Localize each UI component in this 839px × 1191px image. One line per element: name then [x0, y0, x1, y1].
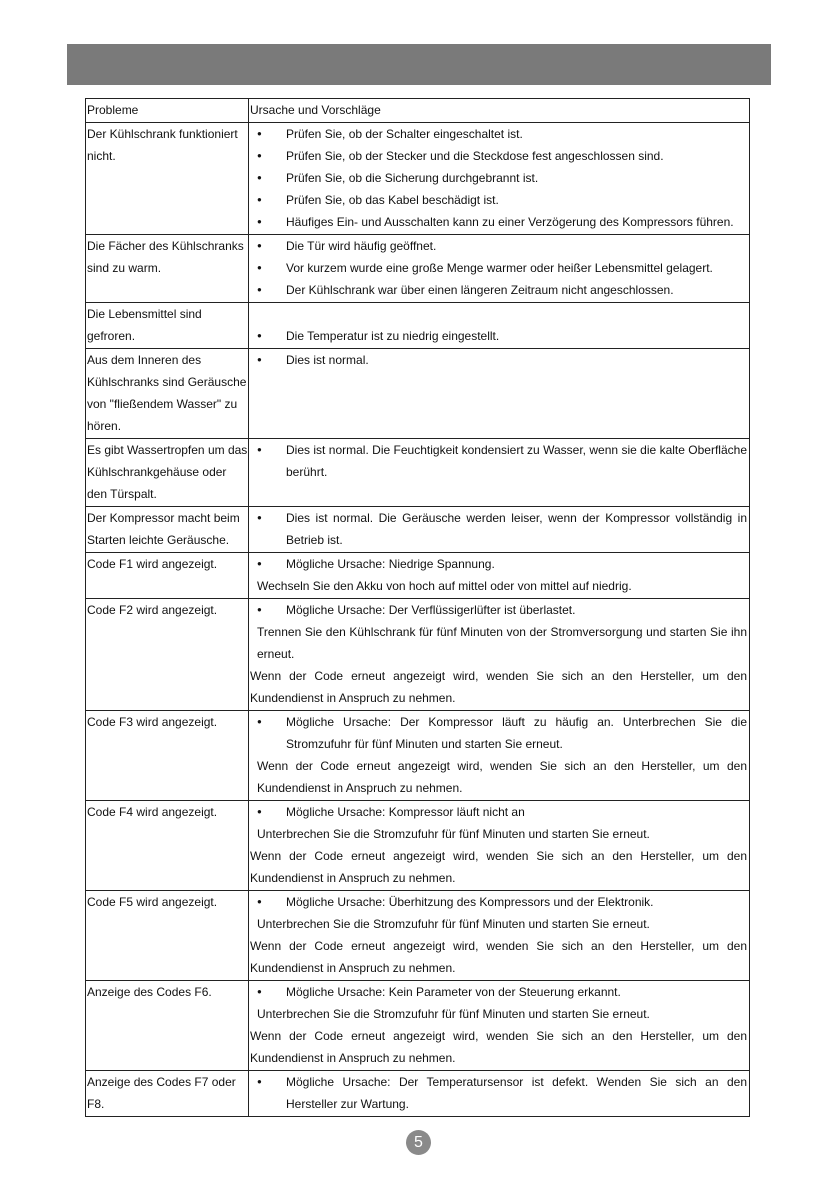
- cause-cell: [249, 1071, 750, 1117]
- header-problem: Probleme: [86, 99, 249, 123]
- cause-bullet: ● Dies ist normal. Die Geräusche werden leiser, wenn der Kompressor vollständig in Betrieb ist.: [250, 507, 749, 551]
- cause-bullet: ● Prüfen Sie, ob der Schalter eingeschaltet ist.: [250, 123, 749, 145]
- table-header-row: [86, 99, 750, 123]
- cause-cell: [249, 123, 750, 235]
- table-row: [86, 235, 750, 303]
- cause-cell: [249, 553, 750, 599]
- cause-bullet: ● Mögliche Ursache: Überhitzung des Kompressors und der Elektronik.: [250, 891, 749, 913]
- cause-bullet: ● Mögliche Ursache: Der Temperatursensor ist defekt. Wenden Sie sich an den Hersteller zur Wartung.: [250, 1071, 749, 1115]
- cause-cell: [249, 981, 750, 1071]
- problem-cell: Aus dem Inneren des Kühlschranks sind Geräusche von "fließendem Wasser" zu hören.: [86, 349, 249, 439]
- problem-cell: Der Kühlschrank funktioniert nicht.: [86, 123, 249, 235]
- cause-note: Wenn der Code erneut angezeigt wird, wenden Sie sich an den Hersteller, um den Kundendienst in Anspruch zu nehmen.: [250, 849, 747, 885]
- cause-cell: [249, 801, 750, 891]
- cause-cell: [249, 599, 750, 711]
- problem-cell: Code F5 wird angezeigt.: [86, 891, 249, 981]
- cause-note: Wechseln Sie den Akku von hoch auf mittel oder von mittel auf niedrig.: [257, 579, 632, 593]
- problem-cell: Code F3 wird angezeigt.: [86, 711, 249, 801]
- cause-note: Unterbrechen Sie die Stromzufuhr für fünf Minuten und starten Sie erneut.: [257, 917, 650, 931]
- table-row: [86, 553, 750, 599]
- cause-bullet: ● Mögliche Ursache: Kein Parameter von der Steuerung erkannt.: [250, 981, 749, 1003]
- cause-bullet: ● Dies ist normal.: [250, 349, 749, 371]
- cause-note: Wenn der Code erneut angezeigt wird, wenden Sie sich an den Hersteller, um den Kundendienst in Anspruch zu nehmen.: [250, 939, 747, 975]
- cause-bullet: ● Prüfen Sie, ob das Kabel beschädigt ist.: [250, 189, 749, 211]
- problem-cell: Es gibt Wassertropfen um das Kühlschrankgehäuse oder den Türspalt.: [86, 439, 249, 507]
- cause-cell: [249, 235, 750, 303]
- cause-cell: [249, 507, 750, 553]
- cause-bullet: ● Mögliche Ursache: Der Kompressor läuft zu häufig an. Unterbrechen Sie die Stromzufuhr für fünf Minuten und starten Sie erneut.: [250, 711, 749, 755]
- cause-note: Unterbrechen Sie die Stromzufuhr für fünf Minuten und starten Sie erneut.: [257, 827, 650, 841]
- cause-bullet: ● Prüfen Sie, ob der Stecker und die Steckdose fest angeschlossen sind.: [250, 145, 749, 167]
- cause-note: Unterbrechen Sie die Stromzufuhr für fünf Minuten und starten Sie erneut.: [257, 1007, 650, 1021]
- cause-bullet: ● Vor kurzem wurde eine große Menge warmer oder heißer Lebensmittel gelagert.: [250, 257, 749, 279]
- cause-bullet: ● Dies ist normal. Die Feuchtigkeit kondensiert zu Wasser, wenn sie die kalte Oberfläche berührt.: [250, 439, 749, 483]
- table-row: [86, 123, 750, 235]
- troubleshooting-table: [85, 98, 750, 1117]
- cause-note: Wenn der Code erneut angezeigt wird, wenden Sie sich an den Hersteller, um den Kundendienst in Anspruch zu nehmen.: [250, 1029, 747, 1065]
- table-row: [86, 439, 750, 507]
- problem-cell: Code F4 wird angezeigt.: [86, 801, 249, 891]
- spacer: [250, 303, 749, 325]
- problem-cell: Code F2 wird angezeigt.: [86, 599, 249, 711]
- cause-note: Trennen Sie den Kühlschrank für fünf Minuten von der Stromversorgung und starten Sie ihn erneut.: [257, 625, 747, 661]
- problem-cell: Anzeige des Codes F7 oder F8.: [86, 1071, 249, 1117]
- cause-cell: [249, 349, 750, 439]
- cause-note: Wenn der Code erneut angezeigt wird, wenden Sie sich an den Hersteller, um den Kundendienst in Anspruch zu nehmen.: [250, 669, 747, 705]
- table-row: [86, 303, 750, 349]
- cause-bullet: ● Der Kühlschrank war über einen längeren Zeitraum nicht angeschlossen.: [250, 279, 749, 301]
- cause-bullet: ● Mögliche Ursache: Der Verflüssigerlüfter ist überlastet.: [250, 599, 749, 621]
- cause-note: Wenn der Code erneut angezeigt wird, wenden Sie sich an den Hersteller, um den Kundendienst in Anspruch zu nehmen.: [257, 759, 747, 795]
- table-row: [86, 507, 750, 553]
- table-row: [86, 1071, 750, 1117]
- problem-cell: Anzeige des Codes F6.: [86, 981, 249, 1071]
- table-row: [86, 801, 750, 891]
- header-bar: [67, 44, 771, 85]
- cause-cell: [249, 891, 750, 981]
- cause-bullet: ● Mögliche Ursache: Niedrige Spannung.: [250, 553, 749, 575]
- problem-cell: Der Kompressor macht beim Starten leichte Geräusche.: [86, 507, 249, 553]
- problem-cell: Die Lebensmittel sind gefroren.: [86, 303, 249, 349]
- problem-cell: Code F1 wird angezeigt.: [86, 553, 249, 599]
- table-row: [86, 599, 750, 711]
- cause-bullet: ● Die Temperatur ist zu niedrig eingestellt.: [250, 325, 749, 347]
- cause-bullet: ● Mögliche Ursache: Kompressor läuft nicht an: [250, 801, 749, 823]
- table-row: [86, 711, 750, 801]
- cause-bullet: ● Die Tür wird häufig geöffnet.: [250, 235, 749, 257]
- table-row: [86, 349, 750, 439]
- cause-bullet: ● Prüfen Sie, ob die Sicherung durchgebrannt ist.: [250, 167, 749, 189]
- cause-cell: [249, 439, 750, 507]
- table-row: [86, 981, 750, 1071]
- table-row: [86, 891, 750, 981]
- header-cause: Ursache und Vorschläge: [249, 99, 750, 123]
- problem-cell: Die Fächer des Kühlschranks sind zu warm.: [86, 235, 249, 303]
- cause-cell: [249, 303, 750, 349]
- cause-bullet: ● Häufiges Ein- und Ausschalten kann zu einer Verzögerung des Kompressors führen.: [250, 211, 749, 233]
- cause-cell: [249, 711, 750, 801]
- page-number: 5: [406, 1130, 431, 1155]
